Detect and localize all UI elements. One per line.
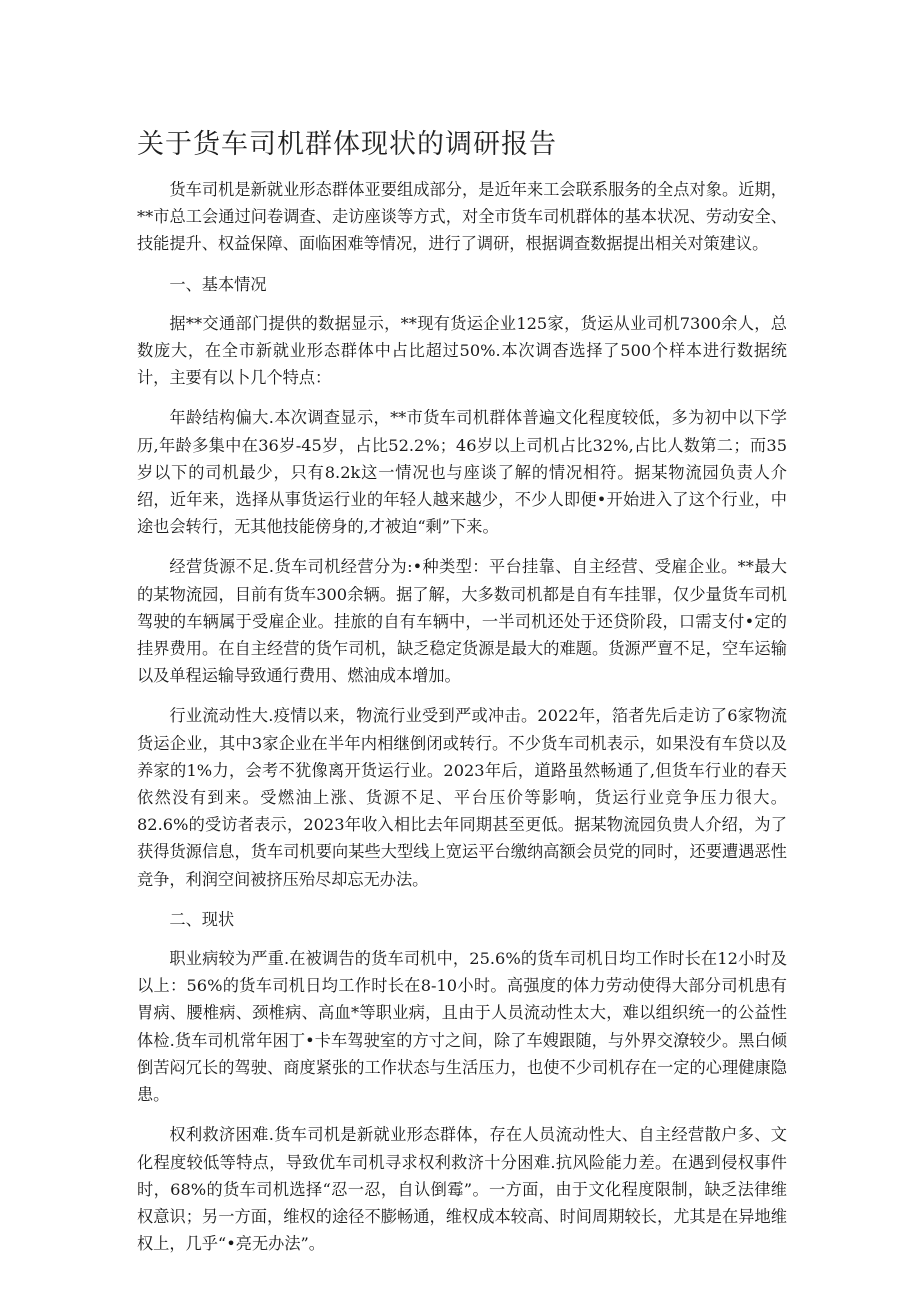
body-paragraph: 权利救济困难.货车司机是新就业形态群体，存在人员流动性大、自主经营散户多、文化程度较低等特点，导致优车司机寻求权利救济十分困难.抗风险能力差。在遇到侵权事件时，68%的货车司机选择“忍一忍，自认倒霉”。一方面，由于文化程度限制，缺乏法律维权意识；另一方面，维权的途径不膨畅通，维权成本较高、时间周期较长，尤其是在异地维权上，几乎“•亮无办法”。 <box>137 1125 787 1254</box>
body-paragraph: 据**交通部门提供的数据显示，**现有货运企业125家，货运从业司机7300余人，总数庞大，在全市新就业形态群体中占比超过50%.本次调杳选择了500个样本进行数据统计，主要有以卜几个特点： <box>137 313 787 388</box>
document-body <box>137 176 787 1270</box>
document-title: 关于货车司机群体现状的调研报告 <box>137 129 557 160</box>
intro-paragraph: 货车司机是新就业形态群体亚要组成部分，是近年来工会联系服务的全点对象。近期，**市总工会通过问卷调查、走访座谈等方式，对全市货车司机群体的基本状况、劳动安全、技能提升、权益保障、面临困难等情况，进行了调研，根据调查数据提出相关对策建议。 <box>137 180 787 254</box>
section-heading-basic: 一、基本情况 <box>169 274 267 294</box>
body-paragraph: 经营货源不足.货车司机经营分为:•种类型：平台挂靠、自主经营、受雇企业。**最大的某物流园，目前有货车300余辆。据了解，大多数司机都是自有车挂罪，仅少量货车司机驾驶的车辆属于受雇企业。挂旅的自有车辆中，一半司机还处于还贷阶段，口需支付•定的挂界费用。在自主经营的货乍司机，缺乏稳定货源是最大的难题。货源严亶不足，空车运输以及单程运输导致通行费用、燃油成本增加。 <box>137 557 787 686</box>
body-paragraph: 年龄结构偏大.本次调查显示，**市货车司机群体普遍文化程度较低，多为初中以下学历,年龄多集中在36岁-45岁，占比52.2%；46岁以上司机占比32%,占比人数第二；而35岁以下的司机最少，只有8.2k这一情况也与座谈了解的情况相符。据某物流园负责人介绍，近年来，选择从事货运行业的年轻人越来越少，不少人即便•开始进入了这个行业，中途也会转行，无其他技能傍身的,才被迫“剩”下来。 <box>137 408 787 537</box>
section-heading-status: 二、现状 <box>169 909 235 929</box>
body-paragraph: 职业病较为严重.在被调告的货车司机中，25.6%的货车司机日均工作时长在12小时及以上：56%的货车司机日均工作时长在8-10小时。高强度的体力劳动使得大部分司机患有胃病、腰椎病、颈椎病、高血*等职业病，且由于人员流动性太大，难以组织统一的公益性体检.货车司机常年困丁•卡车驾驶室的方寸之间，除了车嫂跟随，与外界交潦较少。黑白倾倒苦闷冗长的驾驶、商度紧张的工作状态与生活压力，也使不少司机存在一定的心理健康隐患。 <box>137 949 787 1105</box>
body-paragraph: 行业流动性大.疫情以来，物流行业受到严或冲击。2022年，箔者先后走访了6家物流货运企业，其中3家企业在半年内相继倒闭或转行。不少货车司机表示，如果没有车贷以及养家的1%力，会考不犹像离开货运行业。2023年后，道路虽然畅通了,但货车行业的春天依然没有到来。受燃油上涨、货源不足、平台压价等影响，货运行业竞争压力很大。82.6%的受访者表示，2023年收入相比去年同期甚至更低。据某物流园负贵人介绍，为了获得货源信息，货车司机要向某些大型线上宽运平台缴纳高额会员党的同时，还要遭遇恶性竞争，利润空间被挤压殆尽却忘无办法。 <box>137 706 787 889</box>
